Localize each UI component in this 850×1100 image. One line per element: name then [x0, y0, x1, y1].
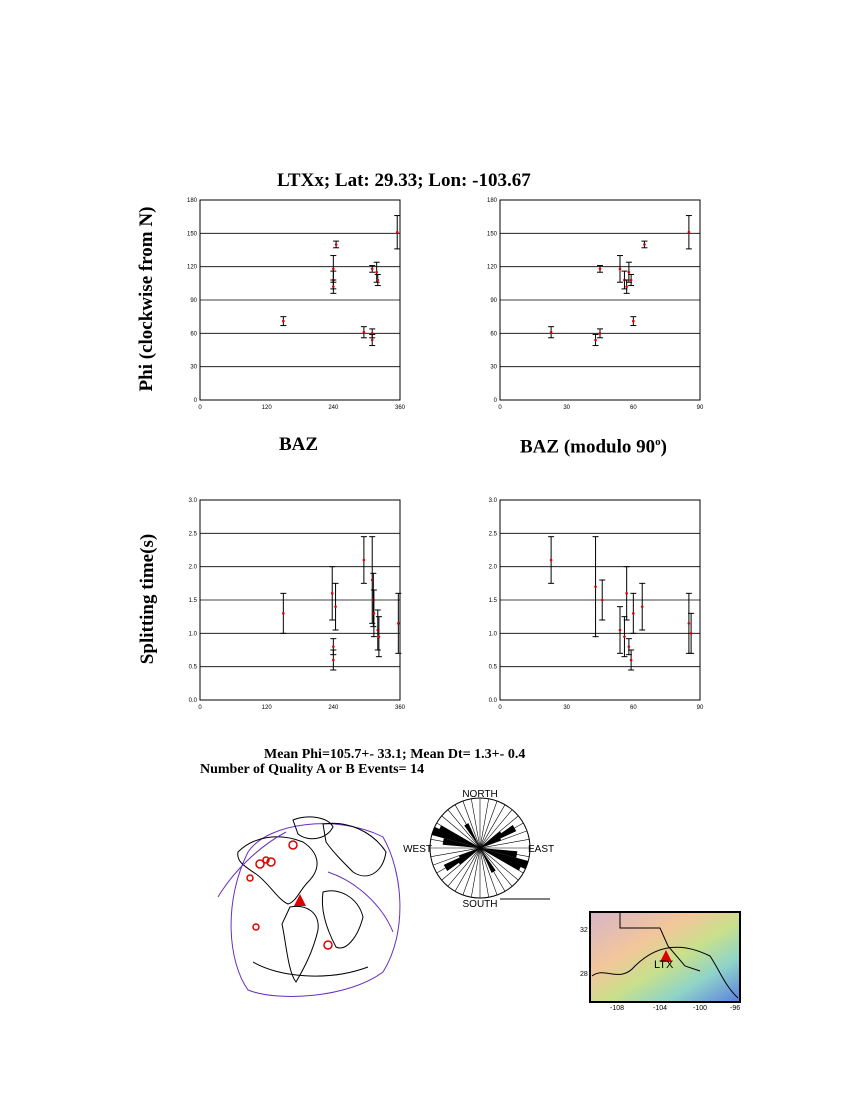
y-tick-label: 2.0 [188, 564, 197, 571]
x-tick-label: 60 [629, 405, 637, 410]
data-point [331, 592, 334, 595]
data-point [628, 271, 631, 274]
y-tick-label: 90 [490, 298, 497, 304]
data-point [625, 285, 628, 288]
data-point [690, 632, 693, 635]
y-tick-label: 60 [490, 331, 497, 338]
y-tick-label: 0.0 [188, 698, 197, 704]
south-america-coast [282, 906, 318, 982]
data-point [332, 285, 335, 288]
data-point [594, 585, 597, 588]
data-point [623, 635, 626, 638]
event-count: Number of Quality A or B Events= 14 [200, 762, 425, 777]
data-point [282, 612, 285, 615]
x-tick-label: 240 [328, 705, 339, 710]
data-point [628, 645, 631, 648]
data-point [619, 629, 622, 632]
data-point [630, 659, 633, 662]
regional-map-inset [560, 906, 750, 1016]
data-point [641, 605, 644, 608]
data-point [601, 599, 604, 602]
y-tick-label: 60 [190, 331, 197, 338]
data-point [643, 243, 646, 246]
greenland-coast [293, 817, 333, 839]
x-tick-label: 360 [394, 705, 406, 710]
data-point [599, 268, 602, 271]
y-tick-label: 180 [486, 198, 497, 204]
data-point [375, 271, 378, 274]
data-point [550, 559, 553, 562]
baz-mod90-close: ) [660, 436, 667, 458]
x-tick-label: 90 [696, 405, 704, 410]
x-tick-label: 0 [498, 405, 502, 410]
station-triangle [294, 894, 306, 906]
y-tick-label: 1.0 [488, 631, 497, 638]
station-label: LTX [654, 959, 674, 971]
mean-stats: Mean Phi=105.7+- 33.1; Mean Dt= 1.3+- 0.4 [264, 747, 526, 762]
y-tick-label: 3.0 [488, 498, 497, 504]
data-point [688, 622, 691, 625]
lat-tick: 28 [580, 971, 588, 978]
dt-vs-baz-chart [180, 490, 420, 710]
data-point [332, 268, 335, 271]
data-point [630, 279, 633, 282]
y-tick-label: 30 [190, 364, 197, 371]
data-point [632, 320, 635, 323]
data-point [363, 331, 366, 334]
lon-tick: -108 [610, 1005, 625, 1012]
data-point [376, 279, 379, 282]
y-tick-label: 120 [486, 264, 497, 271]
y-tick-label: 3.0 [188, 498, 197, 504]
x-tick-label: 60 [629, 705, 637, 710]
y-tick-label: 2.5 [488, 531, 497, 538]
baz-mod90-axis-label [520, 436, 667, 458]
rose-east-label: EAST [528, 844, 555, 855]
lon-tick: -100 [693, 1005, 708, 1012]
eurasia-coast [323, 823, 386, 876]
data-point [371, 339, 374, 342]
x-tick-label: 0 [498, 705, 502, 710]
rose-south-label: SOUTH [462, 899, 498, 910]
x-tick-label: 120 [261, 705, 272, 710]
globe-outline [231, 824, 400, 997]
dt-vs-baz-mod90-chart [480, 490, 720, 710]
baz-axis-label: BAZ [279, 434, 319, 455]
data-point [625, 592, 628, 595]
event-marker [247, 875, 253, 881]
y-tick-label: 2.0 [488, 564, 497, 571]
data-point [373, 612, 376, 615]
y-tick-label: 0.5 [488, 664, 497, 671]
y-tick-label: 1.0 [188, 631, 197, 638]
data-point [396, 231, 399, 234]
data-point [550, 331, 553, 334]
data-point [332, 659, 335, 662]
data-point [282, 320, 285, 323]
data-point [599, 332, 602, 335]
event-globe-map [208, 812, 408, 1002]
phi-axis-label: Phi (clockwise from N) [136, 206, 157, 392]
north-america-coast [238, 837, 317, 904]
data-point [363, 559, 366, 562]
y-tick-label: 90 [190, 298, 197, 304]
y-tick-label: 1.5 [488, 598, 497, 604]
y-tick-label: 0 [493, 398, 497, 404]
y-tick-label: 0.0 [488, 698, 497, 704]
y-tick-label: 0 [193, 398, 197, 404]
degree-symbol: o [655, 436, 661, 448]
phi-vs-baz-mod90-chart [480, 190, 720, 410]
y-tick-label: 30 [490, 364, 497, 371]
y-tick-label: 2.5 [188, 531, 197, 538]
x-tick-label: 0 [198, 405, 202, 410]
data-point [632, 612, 635, 615]
event-marker [289, 841, 297, 849]
page-title: LTXx; Lat: 29.33; Lon: -103.67 [277, 170, 531, 191]
africa-coast [322, 891, 363, 948]
data-point [378, 635, 381, 638]
event-marker [253, 924, 259, 930]
y-tick-label: 120 [186, 264, 197, 271]
data-point [594, 339, 597, 342]
phi-vs-baz-chart [180, 190, 420, 410]
lon-tick: -104 [653, 1005, 668, 1012]
x-tick-label: 360 [394, 405, 406, 410]
y-tick-label: 180 [186, 198, 197, 204]
x-tick-label: 240 [328, 405, 339, 410]
y-tick-label: 1.5 [188, 598, 197, 604]
splitting-time-axis-label: Splitting time(s) [137, 533, 158, 665]
rose-diagram [395, 788, 565, 913]
rose-west-label: WEST [403, 844, 432, 855]
y-tick-label: 150 [186, 231, 197, 238]
data-point [334, 605, 337, 608]
event-marker [324, 941, 332, 949]
rose-north-label: NORTH [462, 789, 498, 800]
x-tick-label: 0 [198, 705, 202, 710]
data-point [619, 268, 622, 271]
antarctica-coast [253, 962, 368, 976]
lat-tick: 32 [580, 927, 588, 934]
data-point [335, 243, 338, 246]
lon-tick: -96 [730, 1005, 741, 1012]
y-tick-label: 0.5 [188, 664, 197, 671]
data-point [332, 645, 335, 648]
y-tick-label: 150 [486, 231, 497, 238]
x-tick-label: 90 [696, 705, 704, 710]
x-tick-label: 120 [261, 405, 272, 410]
data-point [397, 622, 400, 625]
data-point [371, 268, 374, 271]
data-point [688, 231, 691, 234]
x-tick-label: 30 [563, 705, 571, 710]
x-tick-label: 30 [563, 405, 571, 410]
baz-mod90-text: BAZ (modulo 90 [520, 436, 656, 458]
